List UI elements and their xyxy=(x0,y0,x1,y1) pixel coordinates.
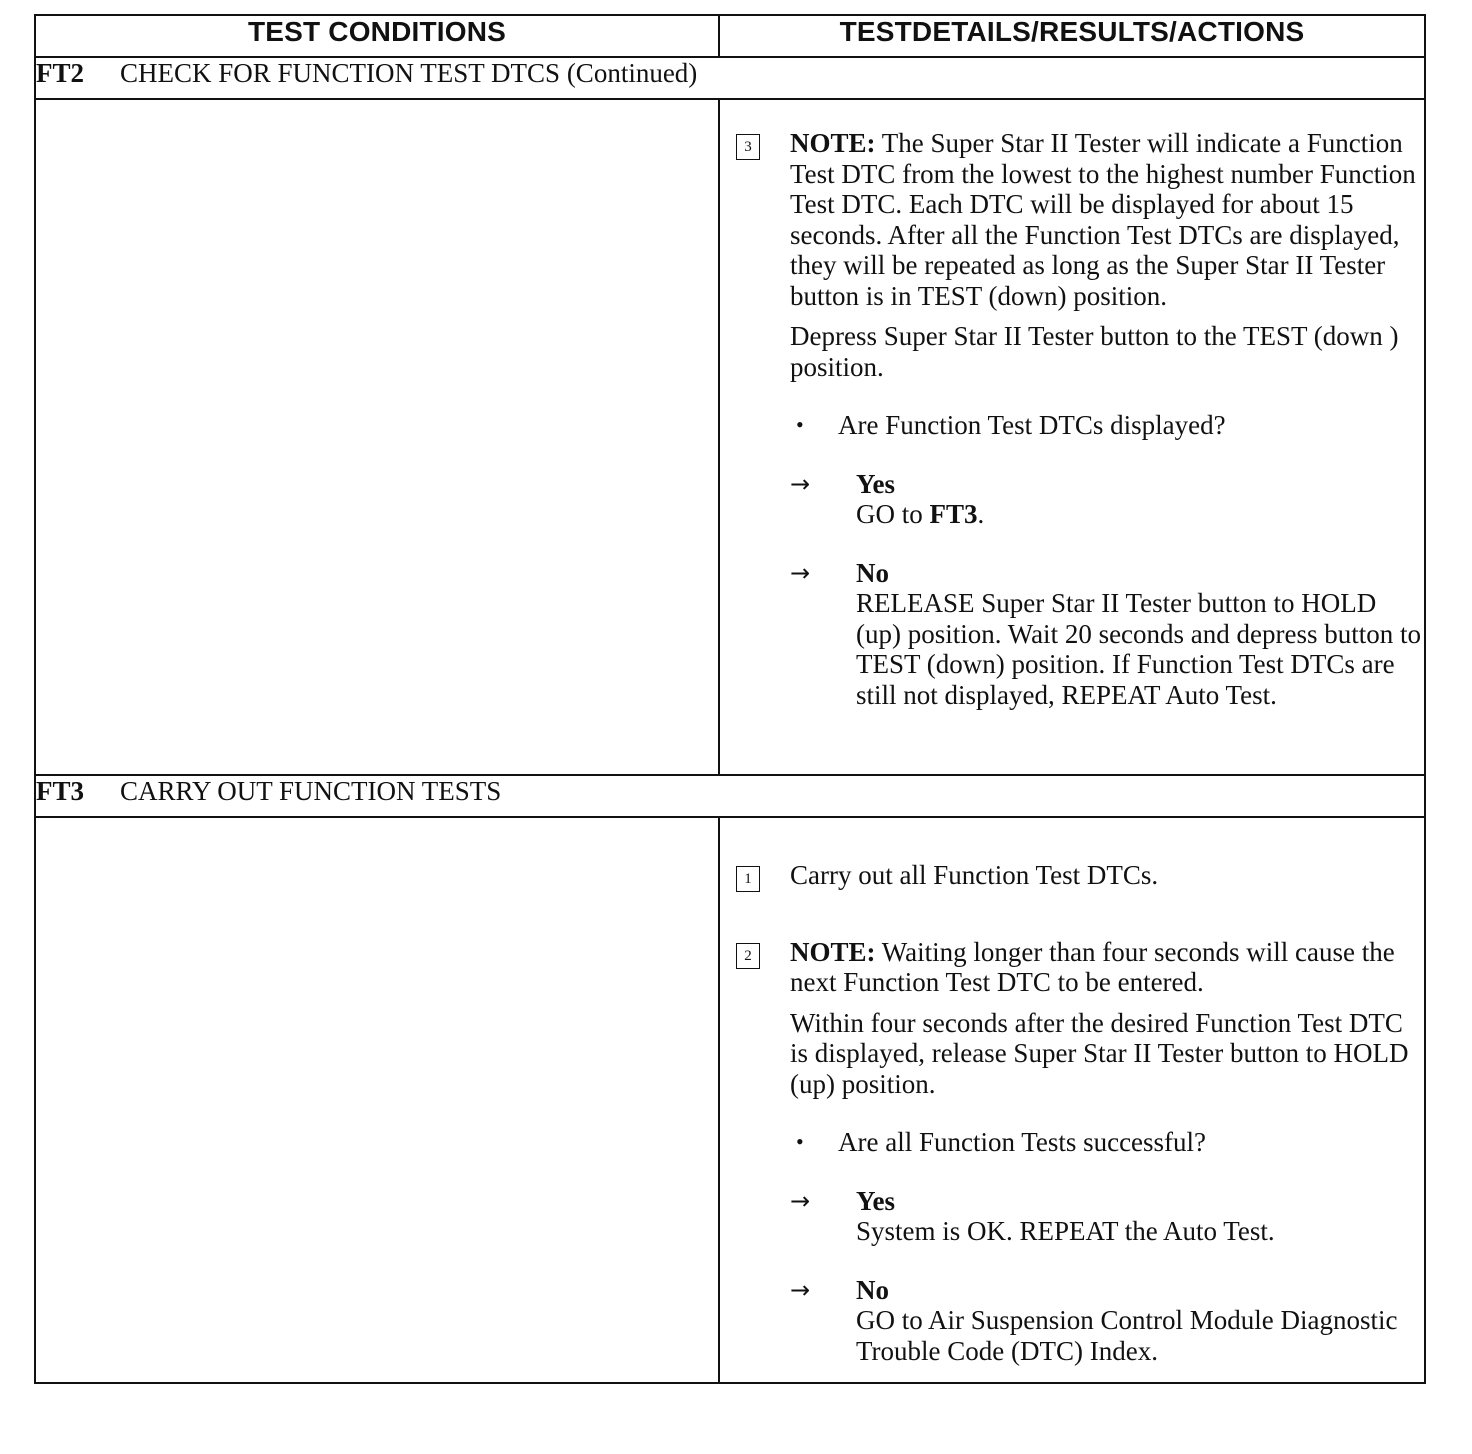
bullet-icon: • xyxy=(796,412,804,437)
answer-no xyxy=(790,1275,1424,1367)
step-ft2-3 xyxy=(720,128,1424,710)
question-item xyxy=(790,1127,1424,1158)
section-title-ft2 xyxy=(35,57,1425,99)
instruction-paragraph: Within four seconds after the desired Function Test DTC is displayed, release Super Star II Tester button to HOLD (up) position. xyxy=(790,1007,1409,1099)
question-text: Are all Function Tests successful? xyxy=(838,1127,1207,1157)
section-code-ft2: FT2 xyxy=(36,58,85,88)
answer-no xyxy=(790,558,1424,711)
column-header-row xyxy=(35,15,1425,57)
section-row-ft2 xyxy=(35,57,1425,99)
col-header-test-conditions: TEST CONDITIONS xyxy=(35,15,719,57)
note-paragraph xyxy=(790,128,1424,311)
answer-no-label: No xyxy=(856,557,889,588)
answer-yes-action: System is OK. REPEAT the Auto Test. xyxy=(856,1216,1275,1246)
question-text: Are Function Test DTCs displayed? xyxy=(838,410,1226,440)
conditions-cell-ft3 xyxy=(35,817,719,1383)
body-row-ft3 xyxy=(35,817,1425,1383)
col-header-test-details: TESTDETAILS/RESULTS/ACTIONS xyxy=(719,15,1425,57)
step-number-box: 2 xyxy=(736,943,760,969)
note-text: The Super Star II Tester will indicate a Function Test DTC from the lowest to the highest number Function Test DTC. Each DTC will be displayed for about 15 seconds. After all the Function Test DTCs are displayed, they will be repeated as long as the Super Star II Tester button is in TEST (down) position. xyxy=(790,128,1416,311)
arrow-right-icon: → xyxy=(790,469,811,498)
section-row-ft3 xyxy=(35,775,1425,817)
answer-yes xyxy=(790,469,1424,530)
question-item xyxy=(790,410,1424,441)
step-number-box: 1 xyxy=(736,866,760,892)
instruction-paragraph: Depress Super Star II Tester button to the TEST (down ) position. xyxy=(790,321,1399,382)
step-ft3-2 xyxy=(720,937,1424,1367)
section-title-text-ft2: CHECK FOR FUNCTION TEST DTCS (Continued) xyxy=(120,58,698,88)
note-label: NOTE: xyxy=(790,936,876,967)
answer-yes-label: Yes xyxy=(856,1185,895,1216)
answer-no-action: GO to Air Suspension Control Module Diagnostic Trouble Code (DTC) Index. xyxy=(856,1305,1398,1366)
goto-target-link[interactable]: FT3 xyxy=(929,499,978,529)
details-cell-ft2 xyxy=(719,99,1425,775)
answer-no-label: No xyxy=(856,1274,889,1305)
note-label: NOTE: xyxy=(790,128,876,158)
section-title-text-ft3: CARRY OUT FUNCTION TESTS xyxy=(120,776,502,806)
conditions-cell-ft2 xyxy=(35,99,719,775)
bullet-icon: • xyxy=(796,1129,804,1154)
arrow-right-icon: → xyxy=(790,1186,811,1215)
diagnostic-procedure-sheet xyxy=(34,14,1424,1384)
step-number-box: 3 xyxy=(736,134,760,160)
section-title-ft3 xyxy=(35,775,1425,817)
details-cell-ft3 xyxy=(719,817,1425,1383)
note-paragraph xyxy=(790,937,1424,998)
step-ft3-1 xyxy=(720,860,1424,891)
diagnostic-table xyxy=(34,14,1426,1384)
arrow-right-icon: → xyxy=(790,558,811,587)
body-row-ft2 xyxy=(35,99,1425,775)
section-code-ft3: FT3 xyxy=(36,776,85,806)
answer-no-action: RELEASE Super Star II Tester button to HOLD (up) position. Wait 20 seconds and depress button to TEST (down) position. If Function Test DTCs are still not displayed, REPEAT Auto Test. xyxy=(856,588,1422,710)
answer-yes xyxy=(790,1186,1424,1247)
note-text: Waiting longer than four seconds will cause the next Function Test DTC to be entered. xyxy=(790,936,1395,997)
arrow-right-icon: → xyxy=(790,1275,811,1304)
step1-text: Carry out all Function Test DTCs. xyxy=(790,860,1159,890)
answer-yes-label: Yes xyxy=(856,468,895,499)
answer-yes-action: GO to FT3. xyxy=(856,499,985,529)
